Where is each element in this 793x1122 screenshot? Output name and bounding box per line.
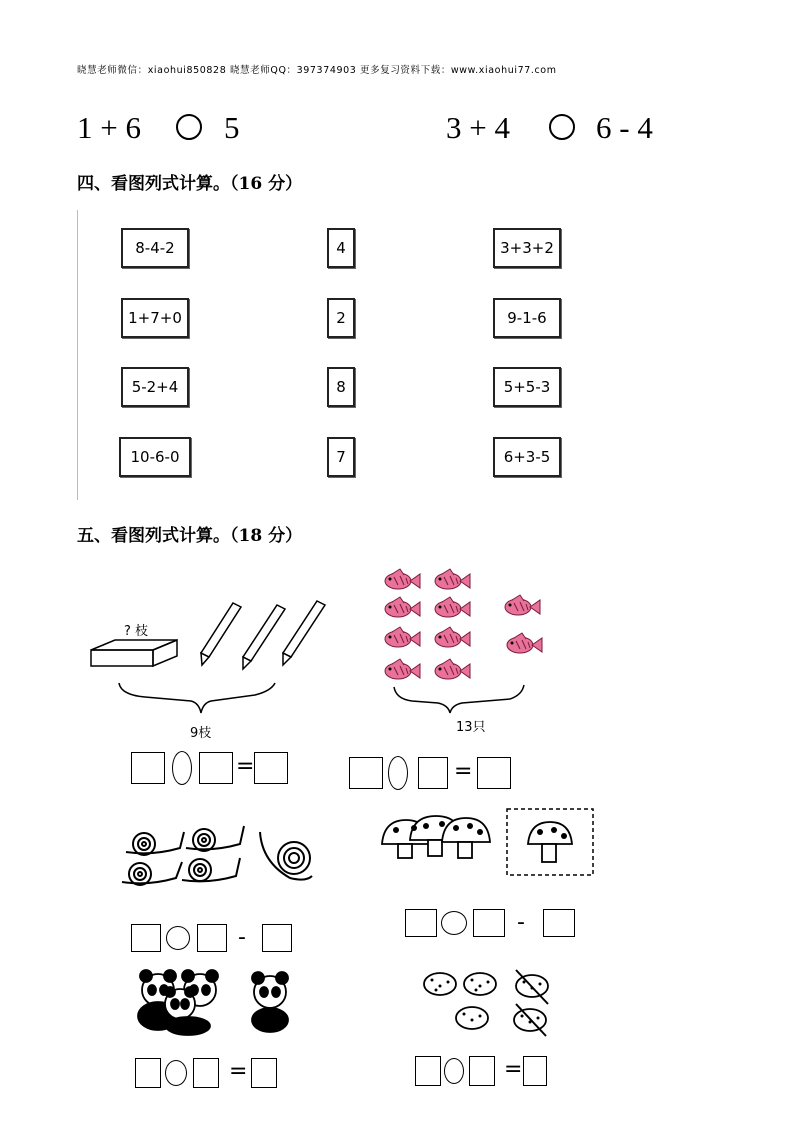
answer-operator-3[interactable] — [166, 926, 190, 950]
equals-sign-1: = — [236, 754, 255, 779]
answer-result-1[interactable] — [254, 752, 288, 784]
answer-result-6[interactable] — [523, 1056, 547, 1086]
match-mid-2[interactable]: 2 — [327, 298, 355, 338]
match-left-1[interactable]: 8-4-2 — [121, 228, 189, 268]
answer-result-5[interactable] — [251, 1058, 277, 1088]
answer-box-2a[interactable] — [349, 757, 383, 789]
eggs-illustration — [420, 964, 560, 1036]
answer-box-4b[interactable] — [473, 909, 505, 937]
section-4-title: 四、看图列式计算。（16 分） — [77, 174, 303, 194]
match-right-2[interactable]: 9-1-6 — [493, 298, 561, 338]
sign-3: - — [238, 925, 246, 950]
compare-circle-2[interactable] — [549, 114, 575, 140]
compare-left-expression: 1 + 6 — [77, 110, 141, 145]
pencil-top-label: ? 枝 — [124, 624, 149, 639]
section-5-title: 五、看图列式计算。（18 分） — [77, 526, 303, 546]
answer-box-1a[interactable] — [131, 752, 165, 784]
compare-circle-1[interactable] — [176, 114, 202, 140]
equals-sign-6: = — [504, 1057, 523, 1082]
answer-operator-2[interactable] — [388, 756, 408, 790]
answer-result-2[interactable] — [477, 757, 511, 789]
compare-right-result: 6 - 4 — [596, 110, 653, 145]
match-left-2[interactable]: 1+7+0 — [121, 298, 189, 338]
match-left-3[interactable]: 5-2+4 — [121, 367, 189, 407]
match-right-1[interactable]: 3+3+2 — [493, 228, 561, 268]
answer-box-1b[interactable] — [199, 752, 233, 784]
equals-sign-5: = — [229, 1059, 248, 1084]
scan-edge-line — [77, 210, 78, 500]
match-right-3[interactable]: 5+5-3 — [493, 367, 561, 407]
match-left-4[interactable]: 10-6-0 — [119, 437, 191, 477]
match-right-4[interactable]: 6+3-5 — [493, 437, 561, 477]
answer-box-6b[interactable] — [469, 1056, 495, 1086]
answer-box-6a[interactable] — [415, 1056, 441, 1086]
match-mid-3[interactable]: 8 — [327, 367, 355, 407]
sign-4: - — [517, 910, 525, 935]
match-mid-4[interactable]: 7 — [327, 437, 355, 477]
compare-right-expression: 3 + 4 — [446, 110, 510, 145]
pandas-illustration — [128, 964, 298, 1036]
compare-left-result: 5 — [224, 110, 240, 145]
equals-sign-2: = — [454, 759, 473, 784]
answer-box-2b[interactable] — [418, 757, 448, 789]
answer-result-3[interactable] — [262, 924, 292, 952]
answer-operator-4[interactable] — [441, 911, 467, 935]
snails-illustration — [122, 822, 322, 892]
answer-box-4a[interactable] — [405, 909, 437, 937]
answer-box-3b[interactable] — [197, 924, 227, 952]
answer-operator-5[interactable] — [165, 1060, 187, 1086]
match-mid-1[interactable]: 4 — [327, 228, 355, 268]
answer-operator-6[interactable] — [444, 1058, 464, 1084]
mushrooms-illustration — [380, 808, 600, 880]
answer-box-5a[interactable] — [135, 1058, 161, 1088]
pencil-bottom-label: 9枝 — [190, 726, 212, 741]
answer-box-5b[interactable] — [193, 1058, 219, 1088]
page-header: 晓慧老师微信：xiaohui850828 晓慧老师QQ：397374903 更多复习资料下载：www.xiaohui77.com — [77, 65, 557, 76]
answer-box-3a[interactable] — [131, 924, 161, 952]
fish-total-label: 13只 — [456, 720, 486, 735]
answer-operator-1[interactable] — [172, 751, 192, 785]
answer-result-4[interactable] — [543, 909, 575, 937]
